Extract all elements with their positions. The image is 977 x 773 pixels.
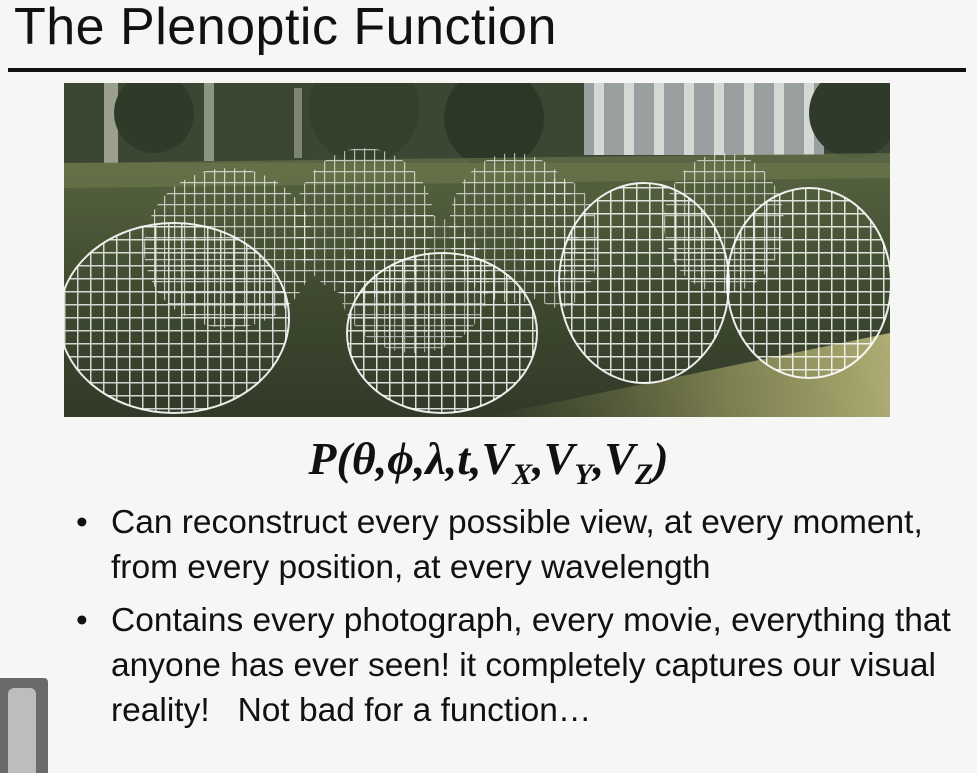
slide-title: The Plenoptic Function [14,0,557,56]
title-rule [8,68,966,72]
formula-suffix: ) [653,433,669,484]
bullet-marker: • [76,504,88,541]
presenter-silhouette [8,688,36,773]
formula-sub-z: Z [634,458,654,491]
plenoptic-formula [0,430,977,491]
bullet-list [76,500,961,741]
formula-prefix: P(θ,ϕ,λ,t,V [308,433,513,484]
bullet-item [76,500,956,590]
formula-sub-x: X [512,458,533,491]
formula-sep-2: ,V [592,433,635,484]
presenter-video-thumbnail [0,678,48,773]
plenoptic-illustration [64,83,890,417]
formula-sub-y: Y [574,458,593,491]
bullet-text: Can reconstruct every possible view, at every moment, from every position, at every wavelength [111,504,923,586]
bullet-marker: • [76,602,88,639]
bullet-item [76,598,961,733]
formula-sep-1: ,V [532,433,575,484]
bullet-text: Contains every photograph, every movie, everything that anyone has ever seen! it completely captures our visual reality! Not bad for a function… [111,602,961,729]
